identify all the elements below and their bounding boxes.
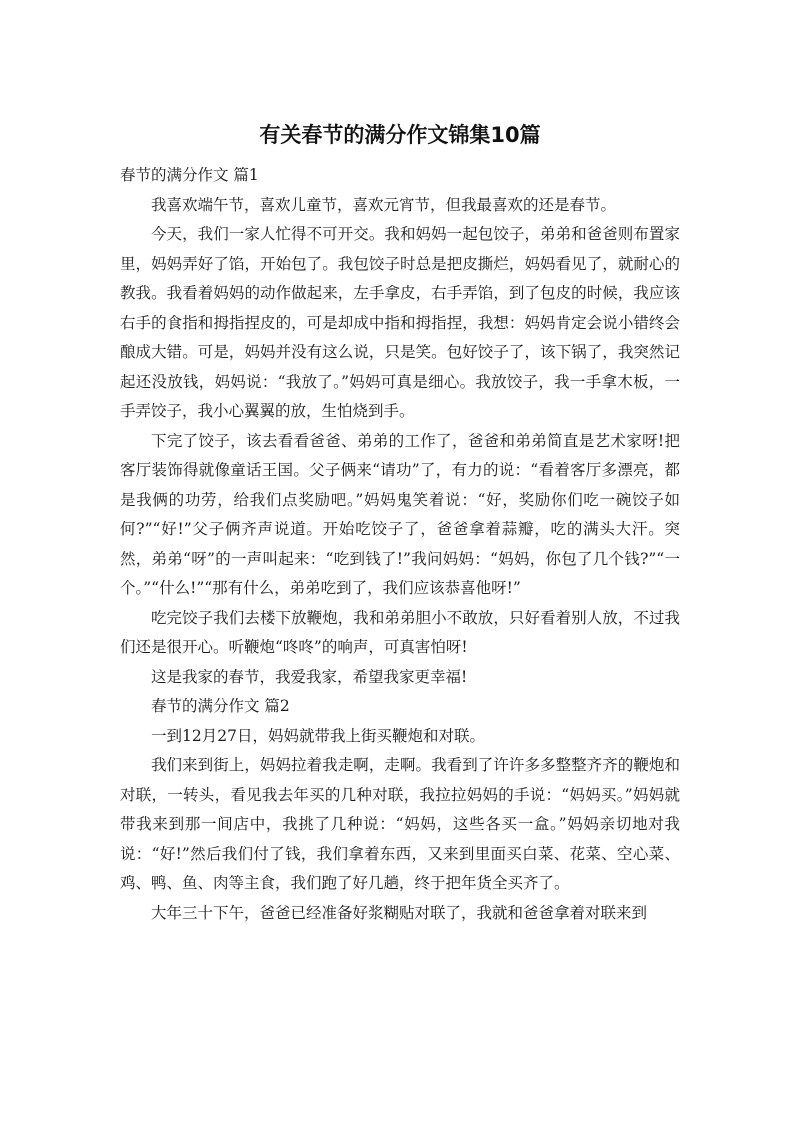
body-paragraph: 今天，我们一家人忙得不可开交。我和妈妈一起包饺子，弟弟和爸爸则布置家里，妈妈弄好了馅，开始包了。我包饺子时总是把皮撕烂，妈妈看见了，就耐心的教我。我看着妈妈的动作做起来，左手拿皮，右手弄馅，到了包皮的时候，我应该右手的食指和拇指捏皮的，可是却成中指和拇指捏，我想：妈妈肯定会说小错终会酿成大错。可是，妈妈并没有这么说，只是笑。包好饺子了，该下锅了，我突然记起还没放钱，妈妈说：“我放了。”妈妈可真是细心。我放饺子，我一手拿木板，一手弄饺子，我小心翼翼的放，生怕烧到手。 [120,225,680,420]
body-paragraph: 我们来到街上，妈妈拉着我走啊，走啊。我看到了许许多多整整齐齐的鞭炮和对联，一转头，看见我去年买的几种对联，我拉拉妈妈的手说：“妈妈买。”妈妈就带我来到那一间店中，我挑了几种说：“妈妈，这些各买一盒。”妈妈亲切地对我说：“好!”然后我们付了钱，我们拿着东西，又来到里面买白菜、花菜、空心菜、鸡、鸭、鱼、肉等主食，我们跑了好几趟，终于把年货全买齐了。 [120,756,680,892]
body-paragraph: 吃完饺子我们去楼下放鞭炮，我和弟弟胆小不敢放，只好看着别人放，不过我们还是很开心。听鞭炮“咚咚”的响声，可真害怕呀! [120,608,680,656]
section-heading: 春节的满分作文 篇2 [151,697,290,715]
body-paragraph: 这是我家的春节，我爱我家，希望我家更幸福! [151,667,468,686]
body-paragraph: 一到12月27日，妈妈就带我上街买鞭炮和对联。 [151,726,485,745]
document-title: 有关春节的满分作文锦集10篇 [259,123,541,147]
section-heading: 春节的满分作文 篇1 [120,166,259,184]
body-paragraph: 我喜欢端午节，喜欢儿童节，喜欢元宵节，但我最喜欢的还是春节。 [151,195,617,214]
body-paragraph: 下完了饺子，该去看看爸爸、弟弟的工作了，爸爸和弟弟简直是艺术家呀!把客厅装饰得就像童话王国。父子俩来“请功”了，有力的说：“看着客厅多漂亮，都是我俩的功劳，给我们点奖励吧。”妈妈鬼笑着说：“好，奖励你们吃一碗饺子如何?”“好!”父子俩齐声说道。开始吃饺子了，爸爸拿着蒜瓣，吃的满头大汗。突然，弟弟“呀”的一声叫起来：“吃到钱了!”我问妈妈：“妈妈，你包了几个钱?”“一个。”“什么!”“那有什么，弟弟吃到了，我们应该恭喜他呀!” [120,431,680,597]
body-paragraph: 大年三十下午，爸爸已经准备好浆糊贴对联了，我就和爸爸拿着对联来到 [151,903,648,922]
document-body [120,161,680,928]
